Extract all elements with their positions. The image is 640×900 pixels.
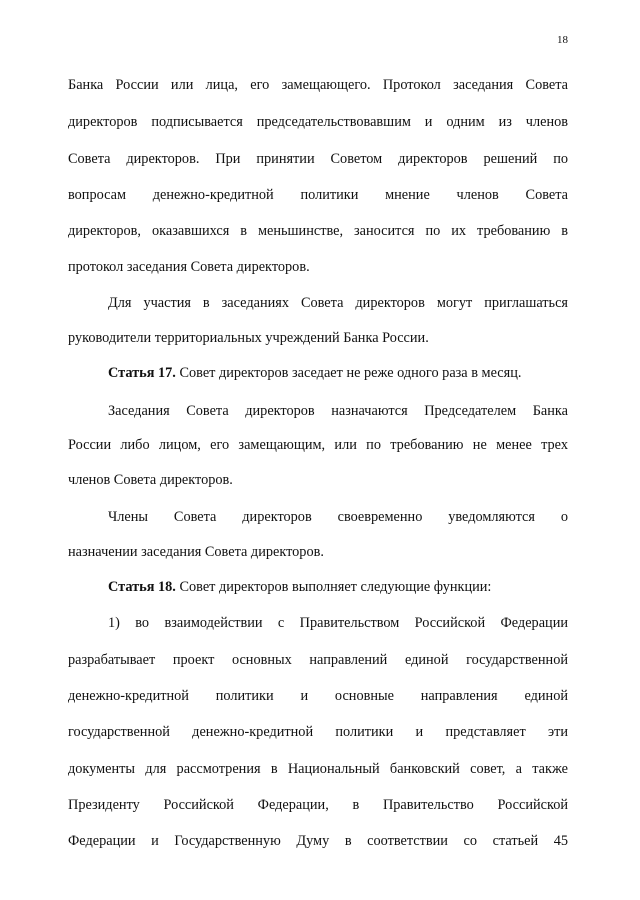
article-17-line (108, 364, 568, 383)
text-line: руководители территориальных учреждений Банка России. (68, 330, 429, 346)
text-line: денежно-кредитной политики и основные направления единой (68, 688, 568, 704)
text-line: государственной денежно-кредитной политики и представляет эти (68, 724, 568, 740)
text-line: протокол заседания Совета директоров. (68, 259, 310, 275)
text-line: Федерации и Государственную Думу в соответствии со статьей 45 (68, 833, 568, 849)
article-17-text: Совет директоров заседает не реже одного раза в месяц. (179, 365, 522, 381)
page-number: 18 (557, 34, 568, 46)
text-line: Президенту Российской Федерации, в Правительство Российской (68, 797, 568, 813)
text-line: разрабатывает проект основных направлений единой государственной (68, 652, 568, 668)
text-line: России либо лицом, его замещающим, или по требованию не менее трех (68, 437, 568, 453)
article-18-text: Совет директоров выполняет следующие функции: (179, 579, 492, 595)
text-line: назначении заседания Совета директоров. (68, 544, 324, 560)
article-18-line (108, 578, 568, 597)
text-line: Совета директоров. При принятии Советом директоров решений по (68, 151, 568, 167)
article-17-heading: Статья 17. (108, 365, 176, 381)
text-line: Банка России или лица, его замещающего. Протокол заседания Совета (68, 77, 568, 93)
text-line: директоров подписывается председательствовавшим и одним из членов (68, 114, 568, 130)
text-line: директоров, оказавшихся в меньшинстве, заносится по их требованию в (68, 223, 568, 239)
paragraph-first-line: 1) во взаимодействии с Правительством Российской Федерации (108, 615, 568, 631)
text-line: документы для рассмотрения в Национальный банковский совет, а также (68, 761, 568, 777)
text-line: вопросам денежно-кредитной политики мнение членов Совета (68, 187, 568, 203)
text-line: членов Совета директоров. (68, 472, 233, 488)
article-18-heading: Статья 18. (108, 579, 176, 595)
paragraph-first-line: Заседания Совета директоров назначаются Председателем Банка (108, 403, 568, 419)
paragraph-first-line: Для участия в заседаниях Совета директоров могут приглашаться (108, 295, 568, 311)
paragraph-first-line: Члены Совета директоров своевременно уведомляются о (108, 509, 568, 525)
